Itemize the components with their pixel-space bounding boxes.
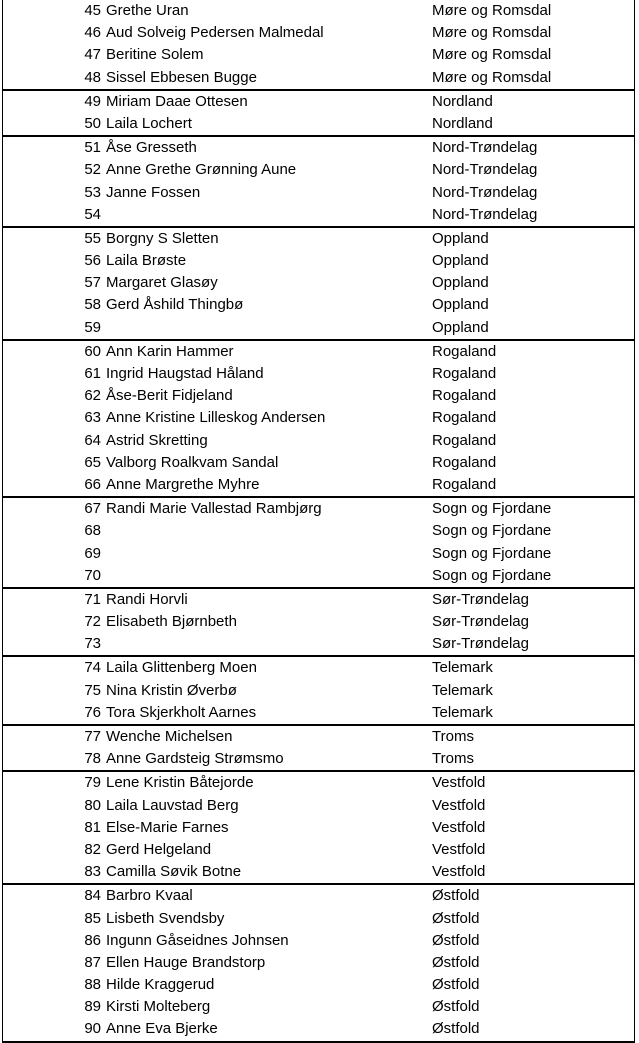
county-name: Telemark <box>432 703 493 721</box>
member-name: Anne Kristine Lilleskog Andersen <box>106 409 326 427</box>
member-name: Wenche Michelsen <box>106 728 233 745</box>
member-name: Anne Margrethe Myhre <box>106 475 260 493</box>
member-name: Laila Lauvstad Berg <box>106 796 239 814</box>
county-name: Vestfold <box>432 818 486 836</box>
table-row <box>3 565 634 587</box>
county-group <box>2 137 635 228</box>
member-name: Grethe Uran <box>106 2 189 19</box>
table-row <box>3 452 634 474</box>
member-name: Kirsti Molteberg <box>106 998 211 1016</box>
row-number: 54 <box>84 205 101 223</box>
table-row <box>3 407 634 429</box>
county-name: Oppland <box>432 229 489 247</box>
row-number: 84 <box>84 887 101 905</box>
table-row <box>3 272 634 294</box>
table-row <box>3 430 634 452</box>
member-name: Anne Grethe Grønning Aune <box>106 161 297 179</box>
row-number: 75 <box>84 681 101 699</box>
table-row <box>3 817 634 839</box>
member-name: Beritine Solem <box>106 46 204 64</box>
county-name: Oppland <box>432 296 489 314</box>
member-name: Ann Karin Hammer <box>106 342 234 360</box>
county-group <box>2 91 635 137</box>
member-name: Åse-Berit Fidjeland <box>106 387 233 405</box>
county-name: Sør-Trøndelag <box>432 613 529 631</box>
county-name: Rogaland <box>432 387 497 405</box>
row-number: 69 <box>84 544 101 562</box>
table-row <box>3 795 634 817</box>
member-name: Barbro Kvaal <box>106 887 193 905</box>
table-row <box>3 996 634 1018</box>
member-table <box>2 0 635 1043</box>
row-number: 76 <box>84 703 101 721</box>
county-name: Troms <box>432 750 474 768</box>
county-group <box>2 589 635 658</box>
table-row <box>3 250 634 272</box>
table-row <box>3 341 634 363</box>
table-row <box>3 204 634 226</box>
county-group <box>2 772 635 885</box>
county-name: Vestfold <box>432 774 486 792</box>
member-name: Hilde Kraggerud <box>106 976 215 994</box>
member-name: Aud Solveig Pedersen Malmedal <box>106 24 324 42</box>
table-row <box>3 633 634 655</box>
county-name: Sør-Trøndelag <box>432 635 529 653</box>
member-name: Anne Eva Bjerke <box>106 1020 218 1038</box>
member-name: Gerd Åshild Thingbø <box>106 296 244 314</box>
member-name: Nina Kristin Øverbø <box>106 681 237 699</box>
table-row <box>3 1018 634 1040</box>
county-name: Østfold <box>432 976 480 994</box>
table-row <box>3 228 634 250</box>
row-number: 47 <box>84 46 101 64</box>
row-number: 61 <box>84 365 101 382</box>
member-name: Laila Glittenberg Moen <box>106 659 257 677</box>
member-name: Astrid Skretting <box>106 431 208 449</box>
county-name: Telemark <box>432 659 493 677</box>
table-row <box>3 113 634 135</box>
table-row <box>3 0 634 22</box>
county-name: Vestfold <box>432 840 486 858</box>
table-row <box>3 611 634 633</box>
member-name: Ingrid Haugstad Håland <box>106 365 264 382</box>
table-row <box>3 363 634 385</box>
member-name: Camilla Søvik Botne <box>106 863 242 881</box>
row-number: 80 <box>84 796 101 814</box>
row-number: 78 <box>84 750 101 768</box>
table-row <box>3 657 634 679</box>
table-row <box>3 182 634 204</box>
county-name: Østfold <box>432 887 480 905</box>
row-number: 72 <box>84 613 101 631</box>
row-number: 73 <box>84 635 101 653</box>
table-row <box>3 839 634 861</box>
row-number: 51 <box>84 139 101 157</box>
table-row <box>3 159 634 181</box>
table-row <box>3 474 634 496</box>
member-name: Randi Marie Vallestad Rambjørg <box>106 500 322 518</box>
table-row <box>3 885 634 907</box>
row-number: 89 <box>84 998 101 1016</box>
table-row <box>3 974 634 996</box>
table-row <box>3 498 634 520</box>
county-name: Rogaland <box>432 475 497 493</box>
county-name: Oppland <box>432 274 489 292</box>
row-number: 48 <box>84 68 101 86</box>
table-row <box>3 726 634 748</box>
county-name: Oppland <box>432 318 489 336</box>
row-number: 74 <box>84 659 101 677</box>
county-group <box>2 228 635 341</box>
row-number: 71 <box>84 590 101 608</box>
county-name: Oppland <box>432 252 489 270</box>
row-number: 85 <box>84 909 101 927</box>
table-row <box>3 908 634 930</box>
table-row <box>3 91 634 113</box>
county-name: Østfold <box>432 1020 480 1038</box>
county-name: Vestfold <box>432 796 486 814</box>
row-number: 82 <box>84 840 101 858</box>
row-number: 49 <box>84 92 101 110</box>
table-row <box>3 952 634 974</box>
row-number: 52 <box>84 161 101 179</box>
row-number: 81 <box>84 818 101 836</box>
row-number: 64 <box>84 431 101 449</box>
member-name: Sissel Ebbesen Bugge <box>106 68 257 86</box>
member-name: Margaret Glasøy <box>106 274 218 292</box>
table-row <box>3 930 634 952</box>
county-name: Rogaland <box>432 409 497 427</box>
county-name: Sogn og Fjordane <box>432 544 552 562</box>
row-number: 79 <box>84 774 101 792</box>
table-row <box>3 748 634 770</box>
county-name: Sør-Trøndelag <box>432 590 529 608</box>
table-row <box>3 543 634 565</box>
county-name: Nord-Trøndelag <box>432 205 538 223</box>
county-name: Møre og Romsdal <box>432 68 552 86</box>
table-row <box>3 520 634 542</box>
row-number: 66 <box>84 475 101 493</box>
county-name: Østfold <box>432 931 480 949</box>
county-name: Nord-Trøndelag <box>432 161 538 179</box>
row-number: 90 <box>84 1020 101 1038</box>
row-number: 46 <box>84 24 101 42</box>
member-name: Laila Brøste <box>106 252 187 270</box>
row-number: 63 <box>84 409 101 427</box>
row-number: 77 <box>84 728 101 745</box>
row-number: 45 <box>84 2 101 19</box>
member-name: Ellen Hauge Brandstorp <box>106 953 266 971</box>
member-name: Valborg Roalkvam Sandal <box>106 453 279 471</box>
row-number: 56 <box>84 252 101 270</box>
county-name: Vestfold <box>432 863 486 881</box>
member-name: Åse Gresseth <box>106 139 197 157</box>
county-name: Rogaland <box>432 431 497 449</box>
row-number: 50 <box>84 114 101 132</box>
table-row <box>3 22 634 44</box>
table-row <box>3 702 634 724</box>
member-name: Laila Lochert <box>106 114 192 132</box>
county-name: Nord-Trøndelag <box>432 183 538 201</box>
member-name: Else-Marie Farnes <box>106 818 229 836</box>
member-name: Borgny S Sletten <box>106 229 219 247</box>
table-row <box>3 680 634 702</box>
table-row <box>3 294 634 316</box>
county-name: Nordland <box>432 114 493 132</box>
county-name: Telemark <box>432 681 493 699</box>
member-name: Tora Skjerkholt Aarnes <box>106 703 257 721</box>
member-name: Randi Horvli <box>106 590 188 608</box>
row-number: 67 <box>84 500 101 518</box>
county-name: Møre og Romsdal <box>432 24 552 42</box>
county-group <box>2 498 635 589</box>
row-number: 58 <box>84 296 101 314</box>
county-name: Nordland <box>432 92 493 110</box>
table-row <box>3 385 634 407</box>
county-name: Nord-Trøndelag <box>432 139 538 157</box>
county-name: Troms <box>432 728 474 745</box>
county-name: Østfold <box>432 998 480 1016</box>
table-row <box>3 44 634 66</box>
member-name: Miriam Daae Ottesen <box>106 92 248 110</box>
row-number: 65 <box>84 453 101 471</box>
county-name: Sogn og Fjordane <box>432 566 552 584</box>
row-number: 57 <box>84 274 101 292</box>
county-group <box>2 0 635 91</box>
county-name: Rogaland <box>432 342 497 360</box>
table-row <box>3 772 634 794</box>
table-row <box>3 589 634 611</box>
row-number: 87 <box>84 953 101 971</box>
county-name: Møre og Romsdal <box>432 2 552 19</box>
row-number: 60 <box>84 342 101 360</box>
county-name: Møre og Romsdal <box>432 46 552 64</box>
county-name: Østfold <box>432 953 480 971</box>
member-name: Elisabeth Bjørnbeth <box>106 613 237 631</box>
member-name: Lisbeth Svendsby <box>106 909 225 927</box>
county-group <box>2 726 635 772</box>
table-row <box>3 317 634 339</box>
row-number: 59 <box>84 318 101 336</box>
member-name: Gerd Helgeland <box>106 840 212 858</box>
row-number: 62 <box>84 387 101 405</box>
county-name: Rogaland <box>432 365 497 382</box>
county-name: Sogn og Fjordane <box>432 522 552 540</box>
table-row <box>3 137 634 159</box>
county-name: Østfold <box>432 909 480 927</box>
county-group <box>2 885 635 1042</box>
member-name: Lene Kristin Båtejorde <box>106 774 254 792</box>
row-number: 83 <box>84 863 101 881</box>
row-number: 86 <box>84 931 101 949</box>
member-name: Ingunn Gåseidnes Johnsen <box>106 931 289 949</box>
county-group <box>2 657 635 726</box>
member-name: Anne Gardsteig Strømsmo <box>106 750 284 768</box>
county-name: Sogn og Fjordane <box>432 500 552 518</box>
table-row <box>3 67 634 89</box>
row-number: 55 <box>84 229 101 247</box>
table-row <box>3 861 634 883</box>
row-number: 53 <box>84 183 101 201</box>
row-number: 88 <box>84 976 101 994</box>
county-group <box>2 341 635 498</box>
row-number: 70 <box>84 566 101 584</box>
county-name: Rogaland <box>432 453 497 471</box>
member-name: Janne Fossen <box>106 183 201 201</box>
row-number: 68 <box>84 522 101 540</box>
